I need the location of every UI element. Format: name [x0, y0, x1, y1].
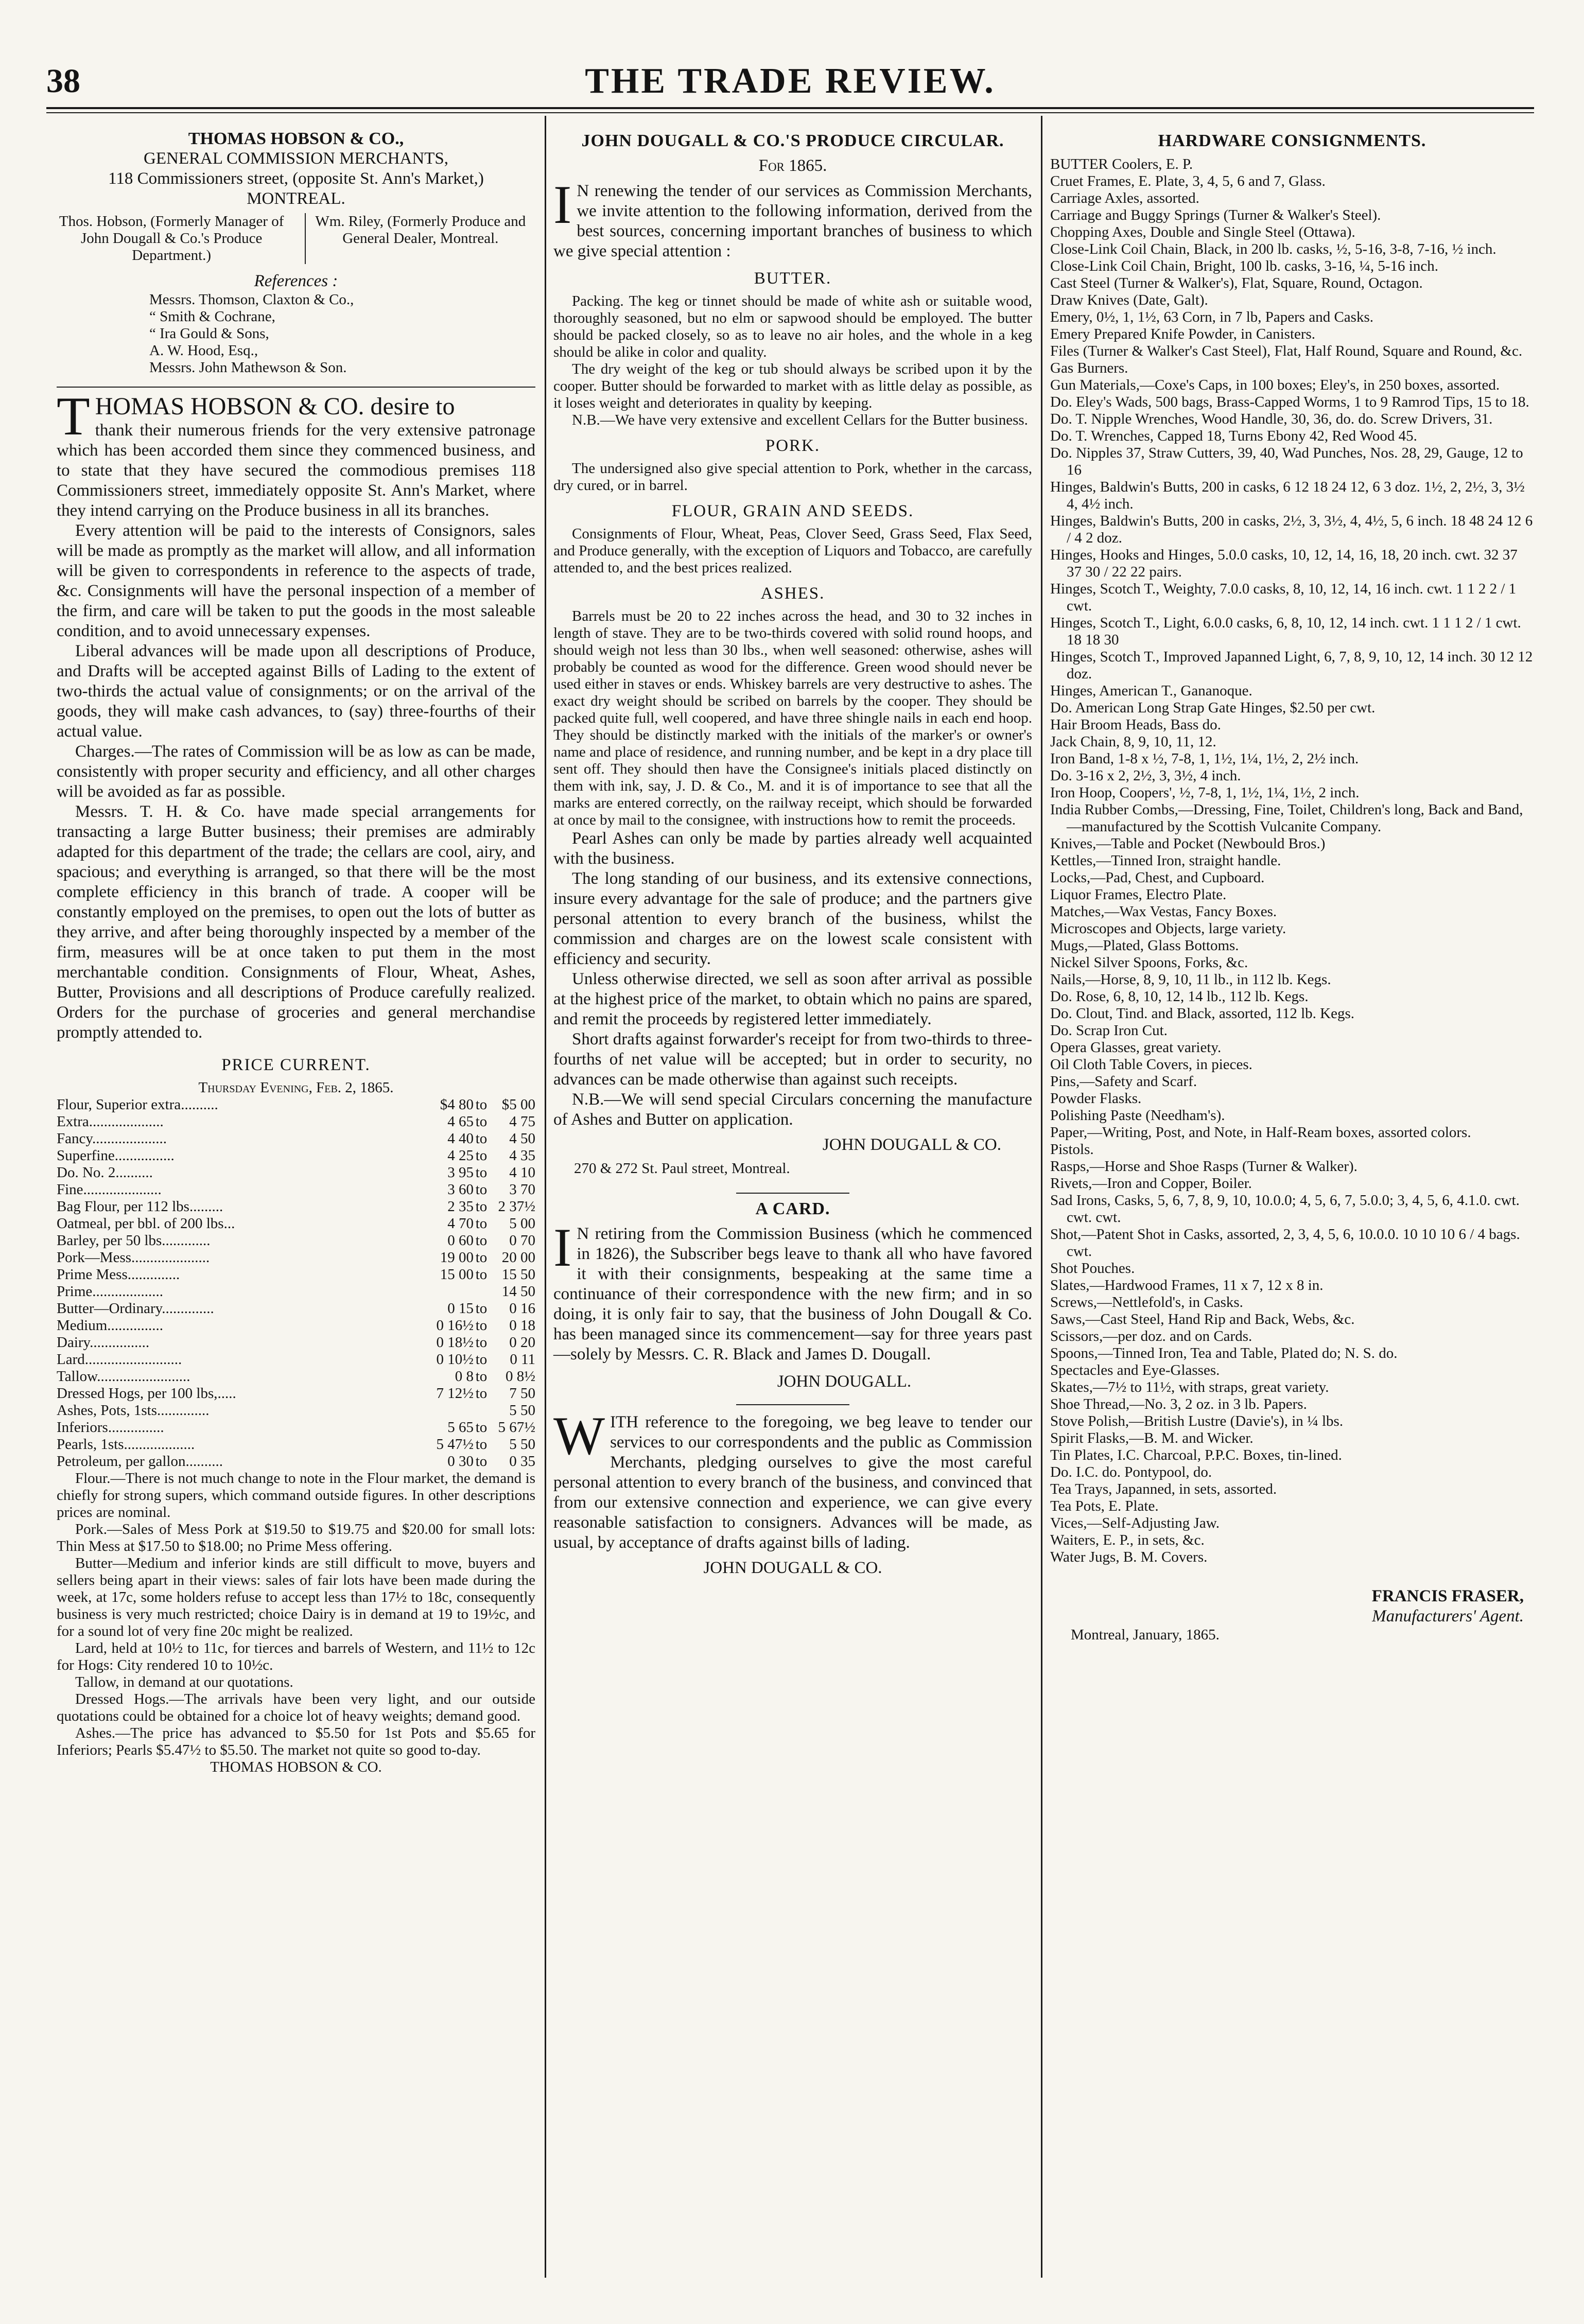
price-low: 0 30 [447, 1453, 474, 1470]
hardware-item: Opera Glasses, great variety. [1050, 1039, 1222, 1056]
price-to: to [475, 1096, 488, 1113]
price-item: Tallow......................... [57, 1368, 190, 1385]
dougall-signature: JOHN DOUGALL & CO. [822, 1135, 1001, 1154]
dropcap: I [553, 174, 572, 235]
page-header [46, 57, 1534, 103]
hardware-item: Waiters, E. P., in sets, &c. [1050, 1532, 1205, 1548]
price-low: 15 00 [440, 1266, 474, 1283]
price-to [474, 1283, 489, 1300]
hardware-item: Hinges, Baldwin's Butts, 200 in casks, 6 12 18 24 12, 6 3 doz. 1½, 2, 2½, 3, 3½ 4, 4½ inch. [1050, 479, 1525, 512]
butter-paragraph: The dry weight of the keg or tub should always be scribed upon it by the cooper. Butter should be forwarded to market with as little delay as possible, as it loses weight and deteriorates in quality by keeping. [553, 361, 1032, 411]
firm-address: 118 Commissioners street, (opposite St. Ann's Market,) [108, 169, 484, 188]
hardware-item: Locks,—Pad, Chest, and Cupboard. [1050, 869, 1265, 886]
price-item: Pork—Mess..................... [57, 1249, 210, 1266]
partner-riley: Wm. Riley, (Formerly Produce and General Dealer, Montreal. [305, 213, 535, 264]
price-low: 0 8 [455, 1368, 474, 1385]
ashes-paragraph: Pearl Ashes can only be made by parties already well acquainted with the business. [553, 829, 1032, 868]
price-high: 15 50 [501, 1266, 535, 1283]
divider [736, 1404, 849, 1405]
flour-paragraph: Consignments of Flour, Wheat, Peas, Clover Seed, Grass Seed, Flax Seed, and Produce generally, with the exception of Liquors and Tobacco, are carefully attended to, and the best prices realized. [553, 526, 1032, 576]
price-row [57, 1317, 535, 1334]
ashes-paragraph: Short drafts against forwarder's receipt for from two-thirds to three-fourths of net value will be accepted; but in order to security, no advances can be made otherwise than against such receipts. [553, 1030, 1032, 1089]
hardware-item: Spectacles and Eye-Glasses. [1050, 1362, 1220, 1378]
price-high: 14 50 [501, 1283, 535, 1300]
reference: “ Ira Gould & Sons, [149, 325, 269, 342]
price-to: to [475, 1368, 488, 1385]
hardware-item: Spoons,—Tinned Iron, Tea and Table, Plated do; N. S. do. [1050, 1345, 1398, 1361]
price-item: Do. No. 2.......... [57, 1164, 153, 1181]
price-to: to [475, 1147, 488, 1164]
hardware-item: Emery, 0½, 1, 1½, 63 Corn, in 7 lb, Papers and Casks. [1050, 309, 1374, 325]
circular-year: For 1865. [758, 156, 827, 175]
column-hobson [57, 124, 535, 1776]
price-to: to [475, 1266, 488, 1283]
hardware-item: Nails,—Horse, 8, 9, 10, 11 lb., in 112 lb. Kegs. [1050, 971, 1331, 988]
page-title: THE TRADE REVIEW. [585, 61, 996, 101]
reference: Messrs. John Mathewson & Son. [149, 359, 347, 376]
hardware-item: Iron Band, 1-8 x ½, 7-8, 1, 1½, 1¼, 1½, 2, 2½ inch. [1050, 750, 1359, 767]
price-low: 19 00 [440, 1249, 474, 1266]
price-item: Butter—Ordinary.............. [57, 1300, 214, 1317]
price-high: $5 00 [501, 1096, 535, 1113]
price-to: to [475, 1249, 488, 1266]
butter-paragraph: Packing. The keg or tinnet should be made of white ash or suitable wood, thoroughly seasoned, but no elm or sapwood should be employed. The butter should be packed closely, so as to leave no air holes, and the whole in a keg should be alike in color and quality. [553, 293, 1032, 360]
price-to: to [475, 1215, 488, 1232]
hardware-item: Emery Prepared Knife Powder, in Canisters. [1050, 326, 1316, 342]
price-row [57, 1249, 535, 1266]
hardware-item: Mugs,—Plated, Glass Bottoms. [1050, 937, 1239, 954]
price-item: Flour, Superior extra.......... [57, 1096, 218, 1113]
price-table [57, 1096, 535, 1470]
price-row [57, 1419, 535, 1436]
price-row [57, 1113, 535, 1130]
hardware-item: Tea Trays, Japanned, in sets, assorted. [1050, 1481, 1277, 1497]
hardware-item: Saws,—Cast Steel, Hand Rip and Back, Webs, &c. [1050, 1311, 1355, 1327]
column-dougall [553, 124, 1032, 1578]
intro-text: N renewing the tender of our services as Commission Merchants, we invite attention to the following information, derived from the best sources, concerning important branches of business to which we give special attention : [553, 182, 1032, 260]
price-row [57, 1385, 535, 1402]
price-row [57, 1181, 535, 1198]
final-signature: JOHN DOUGALL & CO. [703, 1559, 882, 1577]
price-high: 5 67½ [498, 1419, 535, 1436]
hardware-item: Oil Cloth Table Covers, in pieces. [1050, 1056, 1252, 1073]
pork-paragraph: The undersigned also give special attention to Pork, whether in the carcass, dry cured, or in barrel. [553, 460, 1032, 494]
price-high: 7 50 [509, 1385, 535, 1402]
market-note: Pork.—Sales of Mess Pork at $19.50 to $19.75 and $20.00 for small lots: Thin Mess at $17.50 to $18.00; no Prime Mess offering. [57, 1521, 535, 1554]
market-note: Butter—Medium and inferior kinds are still difficult to move, buyers and sellers being apart in their views: sales of fair lots have been made during the week, at 17c, some holders refuse to accept less than 17½ to 18c, consequently business is very much restricted; choice Dairy is in demand at 19 to 19½c, and for a sound lot of very fine 20c might be realized. [57, 1555, 535, 1639]
hardware-item: Do. T. Nipple Wrenches, Wood Handle, 30, 36, do. do. Screw Drivers, 31. [1050, 411, 1493, 427]
hardware-item: Hinges, Scotch T., Light, 6.0.0 casks, 6, 8, 10, 12, 14 inch. cwt. 1 1 1 2 / 1 cwt. 18 18 30 [1050, 615, 1521, 648]
hardware-item: Shoe Thread,—No. 3, 2 oz. in 3 lb. Papers. [1050, 1396, 1307, 1412]
price-high: 0 18 [509, 1317, 535, 1334]
price-low: 4 65 [447, 1113, 474, 1130]
hardware-item: Screws,—Nettlefold's, in Casks. [1050, 1294, 1243, 1310]
reference: Messrs. Thomson, Claxton & Co., [149, 291, 354, 308]
price-low: 5 65 [447, 1419, 474, 1436]
price-high: 0 8½ [506, 1368, 535, 1385]
price-low: 7 12½ [436, 1385, 474, 1402]
hardware-item: Gun Materials,—Coxe's Caps, in 100 boxes; Eley's, in 250 boxes, assorted. [1050, 377, 1500, 393]
hardware-item: Do. Nipples 37, Straw Cutters, 39, 40, Wad Punches, Nos. 28, 29, Gauge, 12 to 16 [1050, 445, 1523, 478]
ad-paragraph: Charges.—The rates of Commission will be as low as can be made, consistently with proper security and efficiency, and all other charges will be avoided as far as possible. [57, 742, 535, 801]
section-heading: FLOUR, GRAIN AND SEEDS. [671, 502, 914, 520]
price-low: $4 80 [440, 1096, 474, 1113]
price-to: to [475, 1130, 488, 1147]
hobson-signature: THOMAS HOBSON & CO. [210, 1759, 382, 1775]
fraser-title: Manufacturers' Agent. [1372, 1607, 1524, 1626]
card-signature: JOHN DOUGALL. [777, 1372, 912, 1391]
hardware-item: Sad Irons, Casks, 5, 6, 7, 8, 9, 10, 10.0.0; 4, 5, 6, 7, 5.0.0; 3, 4, 5, 6, 4.1.0. cwt. cwt. cwt. [1050, 1192, 1520, 1226]
price-item: Dairy................ [57, 1334, 150, 1351]
hardware-list [1050, 156, 1534, 1566]
hardware-item: Chopping Axes, Double and Single Steel (Ottawa). [1050, 224, 1355, 240]
hardware-item: Rasps,—Horse and Shoe Rasps (Turner & Walker). [1050, 1158, 1357, 1175]
page-number: 38 [46, 62, 80, 100]
price-to: to [475, 1436, 488, 1453]
hobson-ad [57, 387, 535, 1043]
price-item: Prime................... [57, 1283, 164, 1300]
hardware-item: Water Jugs, B. M. Covers. [1050, 1549, 1208, 1565]
hardware-item: Cast Steel (Turner & Walker's), Flat, Square, Round, Octagon. [1050, 275, 1423, 291]
hardware-item: Kettles,—Tinned Iron, straight handle. [1050, 852, 1281, 869]
price-row [57, 1266, 535, 1283]
firm-name: THOMAS HOBSON & CO., [188, 129, 404, 148]
hardware-item: Hair Broom Heads, Bass do. [1050, 717, 1221, 733]
hardware-item: Shot,—Patent Shot in Casks, assorted, 2, 3, 4, 5, 6, 10.0.0. 10 10 10 6 / 4 bags. cwt. [1050, 1226, 1520, 1260]
price-high: 0 11 [510, 1351, 535, 1368]
price-item: Oatmeal, per bbl. of 200 lbs... [57, 1215, 235, 1232]
price-high: 2 37½ [498, 1198, 535, 1215]
hardware-item: Hinges, Hooks and Hinges, 5.0.0 casks, 10, 12, 14, 16, 18, 20 inch. cwt. 32 37 37 30 / 22 22 pairs. [1050, 547, 1518, 580]
price-low: 3 95 [447, 1164, 474, 1181]
price-low: 0 10½ [436, 1351, 474, 1368]
hardware-item: India Rubber Combs,—Dressing, Fine, Toilet, Children's long, Back and Band,—manufactured by the Scottish Vulcanite Company. [1050, 801, 1523, 835]
market-note: Ashes.—The price has advanced to $5.50 for 1st Pots and $5.65 for Inferiors; Pearls $5.47½ to $5.50. The market not quite so good to-day. [57, 1725, 535, 1758]
price-high: 0 20 [509, 1334, 535, 1351]
price-to: to [475, 1232, 488, 1249]
hardware-dateline: Montreal, January, 1865. [1071, 1627, 1220, 1643]
price-high: 4 10 [509, 1164, 535, 1181]
price-low: 4 25 [447, 1147, 474, 1164]
hardware-item: Liquor Frames, Electro Plate. [1050, 886, 1227, 903]
price-high: 5 50 [509, 1436, 535, 1453]
hardware-item: Pistols. [1050, 1141, 1094, 1158]
hardware-item: Carriage Axles, assorted. [1050, 190, 1199, 206]
hardware-item: Iron Hoop, Coopers', ½, 7-8, 1, 1½, 1¼, 1½, 2 inch. [1050, 784, 1360, 801]
hardware-item: Draw Knives (Date, Galt). [1050, 292, 1208, 308]
market-note: Dressed Hogs.—The arrivals have been very light, and our outside quotations could be obtained for a choice lot of heavy weights; demand good. [57, 1691, 535, 1724]
reference: A. W. Hood, Esq., [149, 342, 258, 359]
references-list [57, 291, 535, 376]
hardware-item: Gas Burners. [1050, 360, 1128, 376]
firm-city: MONTREAL. [247, 189, 345, 208]
price-high: 4 35 [509, 1147, 535, 1164]
ashes-paragraph: N.B.—We will send special Circulars concerning the manufacture of Ashes and Butter on application. [553, 1090, 1032, 1129]
price-row [57, 1283, 535, 1300]
price-item: Prime Mess.............. [57, 1266, 180, 1283]
price-low: 4 40 [447, 1130, 474, 1147]
hardware-item: Slates,—Hardwood Frames, 11 x 7, 12 x 8 in. [1050, 1277, 1324, 1294]
price-row [57, 1334, 535, 1351]
hardware-item: Microscopes and Objects, large variety. [1050, 920, 1286, 937]
price-to: to [475, 1181, 488, 1198]
dropcap: I [553, 1217, 572, 1278]
price-high: 3 70 [509, 1181, 535, 1198]
hardware-item: Tin Plates, I.C. Charcoal, P.P.C. Boxes, tin-lined. [1050, 1447, 1342, 1463]
with-reference-text: ITH reference to the foregoing, we beg leave to tender our services to our correspondents and the public as Commission Merchants, pledging ourselves to give the most careful personal attention to every branch of the business, and convinced that from our extensive connection and experience, we can give every reasonable satisfaction to consigners. Advances will be made, as usual, by acceptance of drafts against bills of lading. [553, 1413, 1032, 1552]
hardware-item: Tea Pots, E. Plate. [1050, 1498, 1159, 1514]
price-item: Petroleum, per gallon.......... [57, 1453, 223, 1470]
hardware-item: Do. T. Wrenches, Capped 18, Turns Ebony 42, Red Wood 45. [1050, 428, 1417, 444]
price-to: to [475, 1453, 488, 1470]
hardware-item: Matches,—Wax Vestas, Fancy Boxes. [1050, 903, 1277, 920]
price-item: Lard.......................... [57, 1351, 182, 1368]
hardware-item: Do. Eley's Wads, 500 bags, Brass-Capped Worms, 1 to 9 Ramrod Tips, 15 to 18. [1050, 394, 1529, 410]
price-high: 0 35 [509, 1453, 535, 1470]
card-heading: A CARD. [755, 1199, 830, 1218]
section-heading: PORK. [765, 436, 821, 455]
hardware-item: Do. American Long Strap Gate Hinges, $2.50 per cwt. [1050, 700, 1376, 716]
hardware-item: Skates,—7½ to 11½, with straps, great variety. [1050, 1379, 1329, 1395]
ashes-paragraph: Unless otherwise directed, we sell as soon after arrival as possible at the highest price of the market, to obtain which no pains are spared, and remit the proceeds by registered letter immediately. [553, 970, 1032, 1028]
price-row [57, 1351, 535, 1368]
price-row [57, 1300, 535, 1317]
price-to: to [475, 1198, 488, 1215]
price-to: to [475, 1317, 488, 1334]
ashes-paragraph: Barrels must be 20 to 22 inches across the head, and 30 to 32 inches in length of stave. They are to be two-thirds covered with solid round hoops, and should weigh not less than 30 lbs., when well seasoned: otherwise, ashes will probably be counted as wood for the difference. Green wood should never be used either in staves or ends. Whiskey barrels are very destructive to ashes. The exact dry weight should be scribed on barrels by the cooper. They should be packed quite full, well coopered, and have three shingle nails in each end hoop. They should be distinctly marked with the initials of the marker's or owner's name and place of residence, and running number, and be kept in a dry place till sent off. They should then have the Consignee's initials placed distinctly on them with ink, say, J. D. & Co., M. and it is of importance to see that all the marks are entered correctly, on the railway receipt, which should be forwarded at once by mail to the consignee, with instructions how to remit the proceeds. [553, 608, 1032, 828]
price-item: Fine..................... [57, 1181, 162, 1198]
price-low: 0 18½ [436, 1334, 474, 1351]
hardware-item: Stove Polish,—British Lustre (Davie's), in ¼ lbs. [1050, 1413, 1344, 1429]
market-notes [57, 1470, 535, 1759]
hardware-item: Do. Rose, 6, 8, 10, 12, 14 lb., 112 lb. Kegs. [1050, 988, 1309, 1005]
price-item: Inferiors............... [57, 1419, 164, 1436]
butter-paragraph: N.B.—We have very extensive and excellent Cellars for the Butter business. [572, 412, 1028, 428]
price-low: 0 16½ [436, 1317, 474, 1334]
hardware-item: Do. I.C. do. Pontypool, do. [1050, 1464, 1212, 1480]
market-note: Lard, held at 10½ to 11c, for tierces and barrels of Western, and 11½ to 12c for Hogs: City rendered 10 to 10½c. [57, 1640, 535, 1673]
hardware-item: Hinges, American T., Gananoque. [1050, 683, 1252, 699]
hardware-item: Paper,—Writing, Post, and Note, in Half-Ream boxes, assorted colors. [1050, 1124, 1471, 1141]
card-text: N retiring from the Commission Business (which he commenced in 1826), the Subscriber begs leave to thank all who have favored it with their consignments, bespeaking at the same time a continuance of their correspondence with the new firm; and in so doing, it is only fair to say, that the business of John Dougall & Co. has been managed since its commencement—say for three years past—solely by Messrs. C. R. Black and James D. Dougall. [553, 1225, 1032, 1364]
price-row [57, 1096, 535, 1113]
price-high: 4 50 [509, 1130, 535, 1147]
hardware-item: Knives,—Table and Pocket (Newbould Bros.) [1050, 835, 1326, 852]
price-low: 4 70 [447, 1215, 474, 1232]
hardware-item: Spirit Flasks,—B. M. and Wicker. [1050, 1430, 1254, 1446]
hardware-item: Shot Pouches. [1050, 1260, 1135, 1277]
price-item: Fancy.................... [57, 1130, 167, 1147]
hardware-item: Rivets,—Iron and Copper, Boiler. [1050, 1175, 1252, 1192]
price-item: Dressed Hogs, per 100 lbs,..... [57, 1385, 236, 1402]
hardware-item: Hinges, Scotch T., Weighty, 7.0.0 casks, 8, 10, 12, 14, 16 inch. cwt. 1 1 2 2 / 1 cwt. [1050, 581, 1517, 614]
references-label: References : [254, 272, 338, 290]
price-row [57, 1232, 535, 1249]
price-to: to [475, 1385, 488, 1402]
dropcap: T [57, 386, 90, 446]
price-to: to [475, 1113, 488, 1130]
dougall-address: 270 & 272 St. Paul street, Montreal. [574, 1160, 790, 1177]
hardware-item: Do. Scrap Iron Cut. [1050, 1022, 1168, 1039]
price-low: 2 35 [447, 1198, 474, 1215]
price-row [57, 1198, 535, 1215]
price-current-title: PRICE CURRENT. [221, 1056, 371, 1074]
price-to [474, 1402, 489, 1419]
hardware-item: Do. 3-16 x 2, 2½, 3, 3½, 4 inch. [1050, 767, 1241, 784]
hardware-item: Pins,—Safety and Scarf. [1050, 1073, 1197, 1090]
partner-hobson: Thos. Hobson, (Formerly Manager of John Dougall & Co.'s Produce Department.) [59, 213, 284, 264]
price-to: to [475, 1351, 488, 1368]
ad-paragraph: Messrs. T. H. & Co. have made special arrangements for transacting a large Butter business; their premises are admirably adapted for this department of the trade; the cellars are cool, airy, and spacious; and everything is arranged, so that there will be the most complete efficiency in this branch of trade. A cooper will be constantly employed on the premises, to open out the lots of butter as they arrive, and after being thoroughly inspected by a member of the firm, measures will be at once taken to put them in the most merchantable condition. Consignments of Flour, Wheat, Ashes, Butter, Provisions and all descriptions of Produce carefully realized. Orders for the purchase of groceries and general merchandise promptly attended to. [57, 802, 535, 1042]
divider [736, 1193, 849, 1194]
price-current-date: Thursday Evening, Feb. 2, 1865. [198, 1079, 394, 1096]
hardware-item: Powder Flasks. [1050, 1090, 1142, 1107]
price-item: Bag Flour, per 112 lbs......... [57, 1198, 223, 1215]
hardware-item: Close-Link Coil Chain, Black, in 200 lb. casks, ½, 5-16, 3-8, 7-16, ½ inch. [1050, 241, 1496, 257]
price-row [57, 1453, 535, 1470]
price-high: 5 50 [509, 1402, 535, 1419]
price-item: Pearls, 1sts................... [57, 1436, 195, 1453]
price-high: 4 75 [509, 1113, 535, 1130]
price-row [57, 1130, 535, 1147]
column-divider-2 [1041, 116, 1042, 2278]
firm-desc: GENERAL COMMISSION MERCHANTS, [144, 149, 448, 168]
price-to: to [475, 1164, 488, 1181]
price-high: 20 00 [501, 1249, 535, 1266]
price-row [57, 1164, 535, 1181]
section-heading: ASHES. [760, 584, 825, 603]
reference: “ Smith & Cochrane, [149, 308, 275, 325]
hardware-item: Nickel Silver Spoons, Forks, &c. [1050, 954, 1248, 971]
circular-title: JOHN DOUGALL & CO.'S PRODUCE CIRCULAR. [581, 131, 1004, 150]
market-note: Flour.—There is not much change to note in the Flour market, the demand is chiefly for strong supers, which command outside figures. In other descriptions prices are nominal. [57, 1470, 535, 1521]
hardware-item: Scissors,—per doz. and on Cards. [1050, 1328, 1252, 1344]
hardware-title: HARDWARE CONSIGNMENTS. [1158, 131, 1426, 150]
hardware-item: Hinges, Baldwin's Butts, 200 in casks, 2½, 3, 3½, 4, 4½, 5, 6 inch. 18 48 24 12 6 / 4 2 doz. [1050, 513, 1533, 546]
ad-paragraph: Every attention will be paid to the interests of Consignors, sales will be made as promptly as the market will allow, and all information will be given to correspondents in reference to the aspects of trade, &c. Consignments will have the personal inspection of a member of the firm, and care will be taken to put the goods in the most saleable condition, and to avoid unnecessary expenses. [57, 521, 535, 640]
price-row [57, 1436, 535, 1453]
hardware-item: Cruet Frames, E. Plate, 3, 4, 5, 6 and 7, Glass. [1050, 173, 1326, 189]
price-low [427, 1402, 474, 1419]
ashes-paragraph: The long standing of our business, and its extensive connections, insure every advantage for the sale of produce; and the partners give personal attention to every branch of the business, whilst the commission and charges are on the lowest scale consistent with efficiency and security. [553, 869, 1032, 968]
market-note: Tallow, in demand at our quotations. [75, 1674, 293, 1690]
ad-paragraph: Liberal advances will be made upon all descriptions of Produce, and Drafts will be accepted against Bills of Lading to the extent of two-thirds the actual value of consignments; or on the arrival of the goods, they will make cash advances, to (say) three-fourths of their actual value. [57, 642, 535, 741]
price-item: Extra.................... [57, 1113, 164, 1130]
hardware-item: Vices,—Self-Adjusting Jaw. [1050, 1515, 1220, 1531]
price-to: to [475, 1334, 488, 1351]
partners [57, 213, 535, 264]
fraser-signature: FRANCIS FRASER, [1371, 1587, 1524, 1605]
price-high: 5 00 [509, 1215, 535, 1232]
column-hardware [1050, 124, 1534, 1644]
hardware-item: Carriage and Buggy Springs (Turner & Walker's Steel). [1050, 207, 1381, 223]
hardware-item: Hinges, Scotch T., Improved Japanned Light, 6, 7, 8, 9, 10, 12, 14 inch. 30 12 12 doz. [1050, 649, 1533, 682]
price-low [427, 1283, 474, 1300]
header-rule [46, 107, 1534, 109]
ad-paragraph: thank their numerous friends for the very extensive patronage which has been accorded them since they commenced business, and to state that they have secured the commodious premises 118 Commissioners street, immediately opposite St. Ann's Market, where they intend carrying on the Produce business in all its branches. [57, 421, 535, 520]
price-row [57, 1402, 535, 1419]
dropcap: W [553, 1406, 605, 1466]
hardware-item: Jack Chain, 8, 9, 10, 11, 12. [1050, 733, 1216, 750]
price-item: Ashes, Pots, 1sts.............. [57, 1402, 210, 1419]
hardware-item: BUTTER Coolers, E. P. [1050, 156, 1193, 172]
hardware-item: Close-Link Coil Chain, Bright, 100 lb. casks, 3-16, ¼, 5-16 inch. [1050, 258, 1438, 274]
hardware-item: Files (Turner & Walker's Cast Steel), Flat, Half Round, Square and Round, &c. [1050, 343, 1523, 359]
hardware-item: Do. Clout, Tind. and Black, assorted, 112 lb. Kegs. [1050, 1005, 1355, 1022]
price-row [57, 1215, 535, 1232]
price-to: to [475, 1419, 488, 1436]
header-rule-thin [46, 112, 1534, 113]
price-high: 0 16 [509, 1300, 535, 1317]
section-heading: BUTTER. [754, 269, 832, 288]
price-low: 5 47½ [436, 1436, 474, 1453]
price-low: 0 60 [447, 1232, 474, 1249]
column-divider-1 [545, 116, 546, 2278]
price-row [57, 1147, 535, 1164]
price-item: Superfine................ [57, 1147, 175, 1164]
price-low: 3 60 [447, 1181, 474, 1198]
hardware-item: Polishing Paste (Needham's). [1050, 1107, 1225, 1124]
price-item: Medium............... [57, 1317, 164, 1334]
price-item: Barley, per 50 lbs............. [57, 1232, 211, 1249]
price-row [57, 1368, 535, 1385]
price-high: 0 70 [509, 1232, 535, 1249]
price-low: 0 15 [447, 1300, 474, 1317]
price-to: to [475, 1300, 488, 1317]
ad-title: HOMAS HOBSON & CO. desire to [95, 393, 455, 420]
